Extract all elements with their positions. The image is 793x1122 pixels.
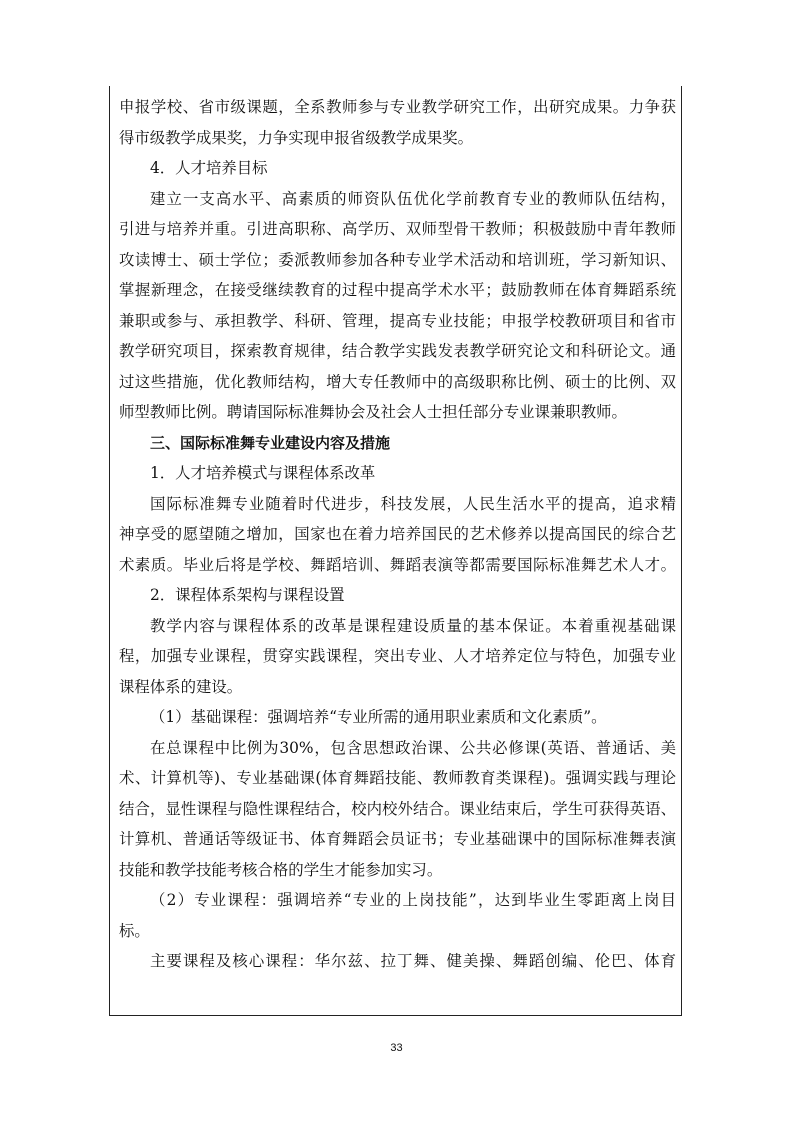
paragraph-line: 1．人才培养模式与课程体系改革: [150, 464, 376, 482]
paragraph-line: 在总课程中比例为30%，包含思想政治课、公共必修课(英语、普通话、美: [150, 738, 676, 757]
section-heading: 三、国际标准舞专业建设内容及措施: [150, 433, 391, 452]
paragraph-line: 师型教师比例。聘请国际标准舞协会及社会人士担任部分专业课兼职教师。: [119, 403, 627, 421]
paragraph-line: 建立一支高水平、高素质的师资队伍优化学前教育专业的教师队伍结构，: [150, 189, 676, 208]
paragraph-line: 引进与培养并重。引进高职称、高学历、双师型骨干教师；积极鼓励中青年教师: [119, 220, 676, 238]
paragraph-line: 得市级教学成果奖，力争实现申报省级教学成果奖。: [119, 128, 473, 147]
paragraph-line: 计算机、普通话等级证书、体育舞蹈会员证书；专业基础课中的国际标准舞表演: [119, 830, 676, 848]
paragraph-line: 主要课程及核心课程：华尔兹、拉丁舞、健美操、舞蹈创编、伦巴、体育: [150, 952, 676, 970]
paragraph-line: 过这些措施，优化教师结构，增大专任教师中的高级职称比例、硕士的比例、双: [119, 372, 676, 391]
paragraph-line: （2）专业课程：强调培养“专业的上岗技能”，达到毕业生零距离上岗目: [150, 891, 676, 909]
paragraph-line: 4．人才培养目标: [150, 159, 268, 177]
paragraph-line: 攻读博士、硕士学位；委派教师参加各种专业学术活动和培训班，学习新知识、: [119, 250, 676, 269]
paragraph-line: 标。: [119, 921, 150, 940]
paragraph-line: 教学研究项目，探索教育规律，结合教学实践发表教学研究论文和科研论文。通: [119, 342, 676, 360]
paragraph-line: 术素质。毕业后将是学校、舞蹈培训、舞蹈表演等都需要国际标准舞艺术人才。: [119, 555, 676, 574]
paragraph-line: 技能和教学技能考核合格的学生才能参加实习。: [119, 860, 443, 879]
paragraph-line: 2．课程体系架构与课程设置: [150, 586, 345, 604]
page-number: 33: [390, 1042, 403, 1054]
paragraph-line: 程，加强专业课程，贯穿实践课程，突出专业、人才培养定位与特色，加强专业: [119, 647, 676, 665]
paragraph-line: 申报学校、省市级课题，全系教师参与专业教学研究工作，出研究成果。力争获: [119, 98, 676, 116]
paragraph-line: 课程体系的建设。: [119, 677, 243, 696]
document-body: [119, 92, 676, 977]
paragraph-line: 国际标准舞专业随着时代进步，科技发展，人民生活水平的提高，追求精: [150, 494, 676, 513]
paragraph-line: （1）基础课程：强调培养“专业所需的通用职业素质和文化素质”。: [150, 708, 607, 726]
paragraph-line: 兼职或参与、承担教学、科研、管理，提高专业技能；申报学校教研项目和省市: [119, 311, 676, 330]
paragraph-line: 神享受的愿望随之增加，国家也在着力培养国民的艺术修养以提高国民的综合艺: [119, 525, 676, 543]
paragraph-line: 教学内容与课程体系的改革是课程建设质量的基本保证。本着重视基础课: [150, 616, 676, 635]
paragraph-line: 术、计算机等)、专业基础课(体育舞蹈技能、教师教育类课程)。强调实践与理论: [119, 769, 676, 787]
paragraph-line: 掌握新理念，在接受继续教育的过程中提高学术水平；鼓励教师在体育舞蹈系统: [119, 281, 676, 299]
paragraph-line: 结合，显性课程与隐性课程结合，校内校外结合。课业结束后，学生可获得英语、: [119, 799, 676, 818]
